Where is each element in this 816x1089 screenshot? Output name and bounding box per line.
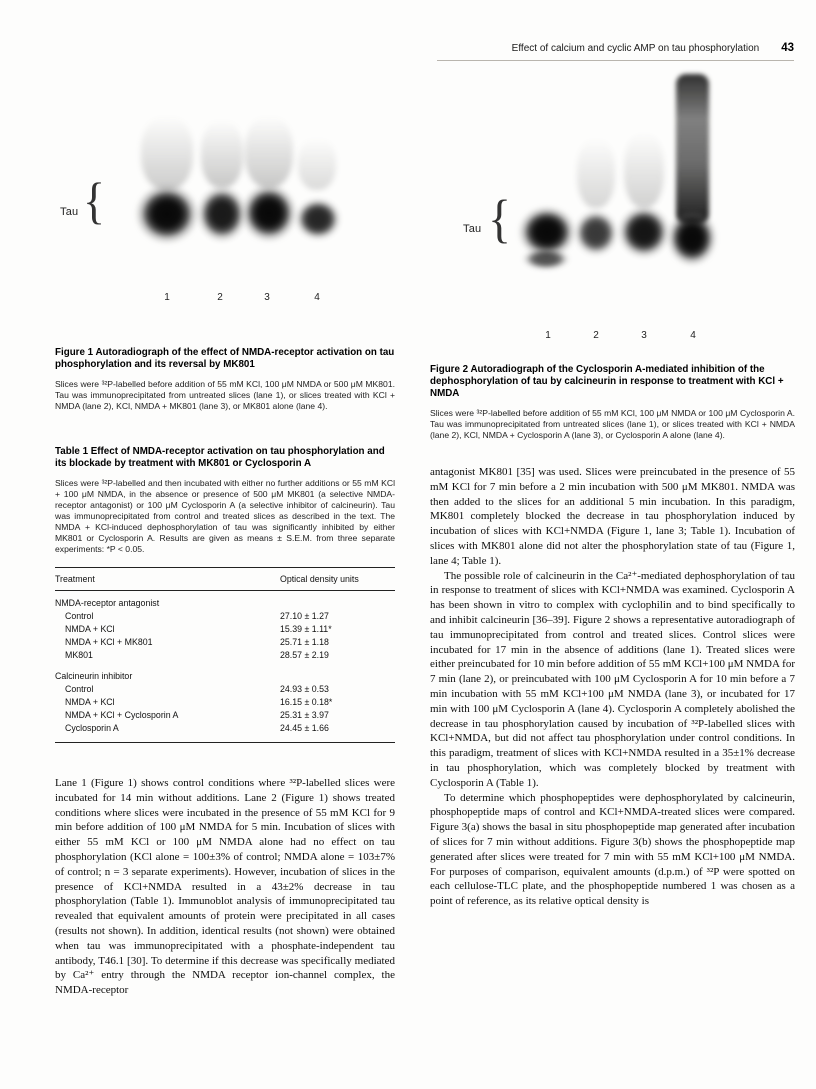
right-column — [430, 68, 795, 909]
table-cell-value: 24.93 ± 0.53 — [280, 684, 329, 694]
figure2-smear-lane3 — [624, 132, 664, 208]
figure2-band-lane3 — [618, 206, 670, 258]
figure2-lane-number-1: 1 — [545, 330, 551, 341]
body-paragraph-left: Lane 1 (Figure 1) shows control conditions where ³²P-labelled slices were incubated for 14 min without additions. Lane 2 (Figure 1) shows treated conditions where slices were incubated in the presence of 55 mM KCl for 9 min before addition of 100 μM NMDA for 5 min. Incubation of slices with either 55 mM KCl or 100 μM NMDA alone had no effect on tau phosphorylation (KCl alone = 100±3% of control; NMDA alone = 103±7% of control; n = 3 separate experiments). However, incubation of slices in the presence of KCl+NMDA resulted in a 43±2% decrease in tau phosphorylation (Table 1). Immunoblot analysis of immunoprecipitated tau revealed that equivalent amounts of protein were precipitated in all cases (results not shown). In addition, identical results (not shown) were obtained when tau was immunoprecipitated with a phosphate-independent tau antibody, T46.1 [30]. To determine if this decrease was specifically mediated by Ca²⁺ entry through the NMDA receptor ion-channel complex, the NMDA-receptor — [55, 777, 395, 997]
table-cell-treatment: NMDA + KCl + Cyclosporin A — [65, 710, 179, 720]
figure1-band-lane4 — [295, 198, 341, 240]
table-cell-value: 15.39 ± 1.11* — [280, 624, 332, 634]
table-cell-treatment: NMDA + KCl + MK801 — [65, 637, 153, 647]
figure1-tau-brace: { — [83, 172, 106, 229]
table1-title: Table 1 Effect of NMDA-receptor activation on tau phosphorylation and its blockade by treatment with MK801 or Cyclosporin A — [55, 446, 385, 469]
table1 — [55, 567, 395, 743]
left-column — [55, 80, 395, 998]
table-cell-value: 25.71 ± 1.18 — [280, 637, 329, 647]
figure1-smear-lane1 — [141, 116, 193, 190]
table-cell-value: 27.10 ± 1.27 — [280, 611, 329, 621]
figure1-smear-lane4 — [298, 138, 336, 190]
figure1-gel — [55, 80, 395, 315]
figure2-tau-label: Tau — [463, 223, 482, 235]
body-paragraph-right-2: The possible role of calcineurin in the Ca²⁺-mediated dephosphorylation of tau in response to treatment of slices with KCl+NMDA was examined. Cyclosporin A has been shown in vitro to complex with cyclophilin and to bind specifically to and inhibit calcineurin [36–39]. Figure 2 shows a representative autoradiograph of tau immunoprecipitated from control and treated slices. Control slices were incubated for 17 min in the absence of additions (lane 1). Treated slices were either preincubated for 10 min before addition of 55 mM KCl+100 μM NMDA for 7 min (lane 2), or preincubated with 100 μM Cyclosporin A for 10 min before a 7 min incubation with 55 mM KCl+100 μM NMDA (lane 3), or incubated for 17 min with 100 μM Cyclosporin A (lane 4). Cyclosporin A completely abolished the decrease in tau phosphorylation caused by incubation of ³²P-labelled slices with KCl+NMDA, but did not affect tau phosphorylation under control conditions. In this paradigm, treatment of slices with KCl+NMDA resulted in a 35±1% decrease in tau phosphorylation, which was completely blocked by treatment with Cyclosporin A (Table 1). — [430, 569, 795, 789]
table-cell-value: 16.15 ± 0.18* — [280, 697, 333, 707]
table1-note: Slices were ³²P-labelled and then incubated with either no further additions or 55 mM KCl + 100 μM NMDA, in the absence or presence of 500 μM MK801 (a selective NMDA-receptor antagonist) or 100 μM Cyclosporin A (a selective inhibitor of calcineurin). Tau was immunoprecipitated from control and treated slices as described in the text. The NMDA + KCl-induced dephosphorylation of tau was significantly inhibited by either MK801 or Cyclosporin A. Results are given as means ± S.E.M. from three separate experiments: *P < 0.05. — [55, 478, 395, 554]
table-row — [55, 683, 395, 696]
table-cell-value: 28.57 ± 2.19 — [280, 650, 329, 660]
table-row — [55, 610, 395, 623]
table-row — [55, 722, 395, 735]
figure1-tau-label: Tau — [60, 206, 79, 218]
table1-body — [55, 591, 395, 742]
figure2-lane-number-4: 4 — [690, 330, 696, 341]
table-row — [55, 709, 395, 722]
table1-group-2-label: Calcineurin inhibitor — [55, 671, 133, 681]
table1-col-treatment: Treatment — [55, 574, 95, 584]
running-head-title: Effect of calcium and cyclic AMP on tau phosphorylation — [511, 43, 760, 54]
figure2-tau-brace: { — [488, 190, 512, 249]
figure2-gel — [430, 68, 795, 358]
table-row — [55, 623, 395, 636]
figure2-band-lane1-lower — [522, 248, 570, 270]
running-head — [437, 42, 794, 54]
figure1-lane-number-1: 1 — [164, 292, 170, 303]
figure1-smear-lane2 — [201, 120, 243, 188]
figure1-lane-number-3: 3 — [264, 292, 270, 303]
figure2-lane-number-2: 2 — [593, 330, 599, 341]
figure2-band-lane2 — [574, 210, 618, 256]
table-cell-value: 24.45 ± 1.66 — [280, 723, 329, 733]
table-row — [55, 636, 395, 649]
table-row — [55, 696, 395, 709]
table1-group-1-label: NMDA-receptor antagonist — [55, 598, 160, 608]
figure2-smear-lane4 — [676, 74, 709, 224]
body-paragraph-right-3: To determine which phosphopeptides were dephosphorylated by calcineurin, phosphopeptide maps of control and KCl+NMDA-treated slices were compared. Figure 3(a) shows the basal in situ phosphopeptide map generated after incubation of slices for 7 min without additions. Figure 3(b) shows the phosphopeptide map generated after slices were treated for 7 min with 55 mM KCl+100 μM NMDA. For purposes of comparison, equivalent amounts (d.p.m.) of ³²P were spotted on each cellulose-TLC plate, and the phosphopeptide numbered 1 was chosen as a point of reference, as its relative optical density is — [430, 791, 795, 908]
table-cell-treatment: MK801 — [65, 650, 93, 660]
figure1-lane-number-2: 2 — [217, 292, 223, 303]
header-rule — [437, 60, 794, 61]
figure1-lane-number-4: 4 — [314, 292, 320, 303]
figure2-title: Figure 2 Autoradiograph of the Cyclosporin A-mediated inhibition of the dephosphorylation of tau by calcineurin in response to treatment with KCl + NMDA — [430, 364, 784, 399]
table-cell-treatment: Cyclosporin A — [65, 723, 119, 733]
figure2-band-lane4 — [667, 210, 717, 266]
figure1-band-lane2 — [197, 186, 247, 242]
figure2-smear-lane2 — [577, 138, 615, 208]
table1-header-row — [55, 568, 395, 590]
table1-col-od: Optical density units — [280, 574, 359, 584]
figure1-caption: Slices were ³²P-labelled before addition of 55 mM KCl, 100 μM NMDA or 500 μM MK801. Tau was immunoprecipitated from untreated slices (lane 1), or slices treated with KCl + NMDA (lane 2), KCl, NMDA + MK801 (lane 3), or MK801 alone (lane 4). — [55, 379, 395, 411]
page-number: 43 — [781, 42, 794, 54]
table-cell-treatment: Control — [65, 684, 94, 694]
figure1-band-lane3 — [241, 184, 297, 242]
table1-bottom-rule — [55, 742, 395, 743]
figure2-caption: Slices were ³²P-labelled before addition of 55 mM KCl, 100 μM NMDA or 100 μM Cyclosporin A. Tau was immunoprecipitated from untreated slices (lane 1), or slices treated with KCl + NMDA (lane 2), KCl, NMDA + Cyclosporin A (lane 3), or Cyclosporin A alone (lane 4). — [430, 408, 795, 440]
figure2-lane-number-3: 3 — [641, 330, 647, 341]
table-cell-treatment: NMDA + KCl — [65, 697, 115, 707]
table-cell-treatment: Control — [65, 611, 94, 621]
figure1-title: Figure 1 Autoradiograph of the effect of NMDA-receptor activation on tau phosphorylation and its reversal by MK801 — [55, 347, 395, 370]
table-cell-value: 25.31 ± 3.97 — [280, 710, 329, 720]
table-row — [55, 649, 395, 662]
body-paragraph-right-1: antagonist MK801 [35] was used. Slices were preincubated in the presence of 55 mM KCl for 7 min before a 2 min incubation with 500 μM MK801. NMDA was then added to the slices for an additional 5 min incubation. In this paradigm, MK801 completely blocked the decrease in tau phosphorylation induced by incubation of slices with KCl+NMDA (Figure 1, lane 3; Table 1). Incubation of slices with MK801 alone did not alter the phosphorylation state of tau (Figure 1, lane 4; Table 1). — [430, 466, 795, 567]
figure1-band-lane1 — [135, 184, 199, 244]
table-cell-treatment: NMDA + KCl — [65, 624, 115, 634]
figure1-smear-lane3 — [245, 116, 293, 188]
